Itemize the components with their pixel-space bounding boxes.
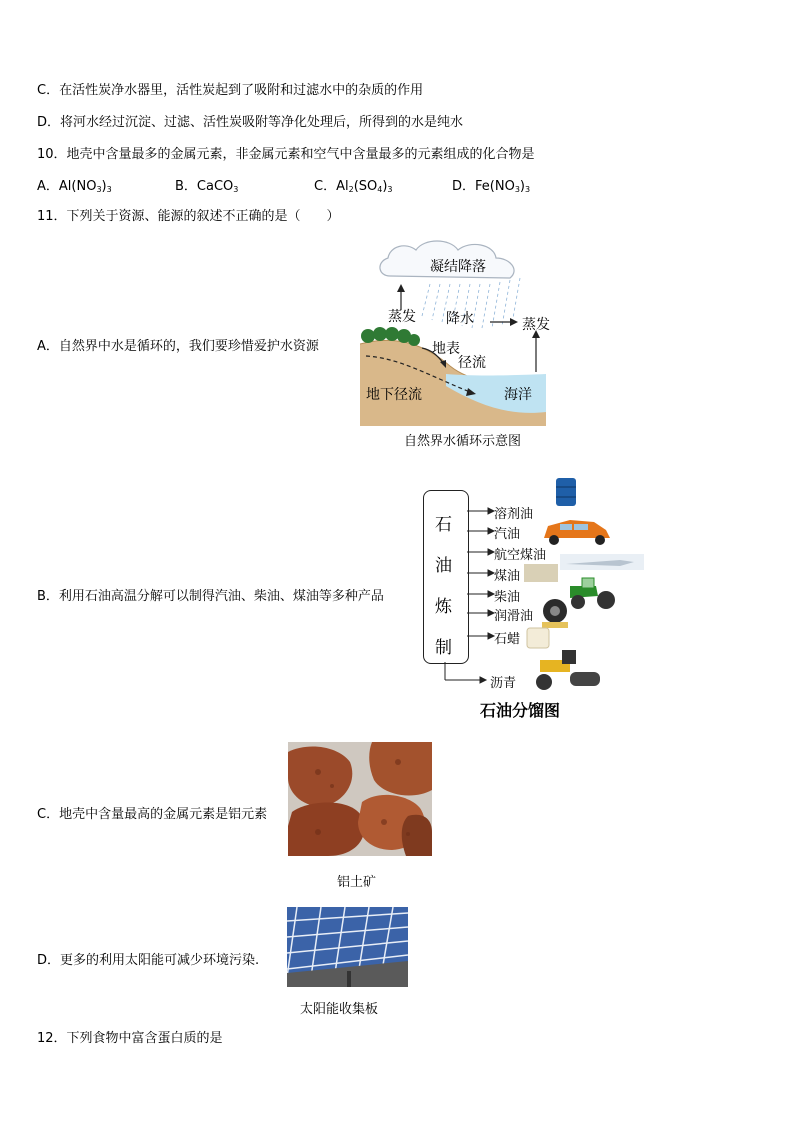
oil-product-lubricant: 润滑油 [494,609,534,624]
oil-product-asphalt: 沥青 [490,676,517,691]
solar-panels [287,907,408,987]
oil-product-gasoline: 汽油 [494,527,521,542]
cloud-label: 凝结降落 [430,259,486,275]
rain-label: 降水 [446,311,474,327]
box-char-1: 石 [435,515,452,535]
q9-option-c: C．在活性炭净水器里，活性炭起到了吸附和过滤水中的杂质的作用 [37,83,424,98]
q10-option-d: D．$Fe(NO_3)_3$ [452,179,531,194]
oil-figure-caption: 石油分馏图 [480,701,561,720]
question-12: 12．下列食物中富含蛋白质的是 [37,1031,223,1046]
underground-runoff-label: 地下径流 [366,387,422,403]
solar-panel-caption: 太阳能收集板 [300,1002,379,1017]
box-char-2: 油 [435,556,452,576]
q10-option-c: C．$Al_2(SO_4)_3$ [314,179,393,194]
bauxite-rocks [288,742,432,856]
q9-option-d: D．将河水经过沉淀、过滤、活性炭吸附等净化处理后，所得到的水是纯水 [37,115,464,130]
q11-option-a: A．自然界中水是循环的，我们要珍惜爱护水资源 [37,339,319,354]
oil-product-paraffin: 石蜡 [494,632,521,647]
q11-option-d: D．更多的利用太阳能可减少环境污染. [37,953,260,968]
question-11: 11．下列关于资源、能源的叙述不正确的是（ ） [37,209,340,224]
surface-runoff-label-1: 地表 [432,341,460,357]
bauxite-caption: 铝土矿 [337,875,377,890]
oil-product-diesel: 柴油 [494,590,521,605]
box-char-3: 炼 [435,597,452,617]
water-cycle-caption: 自然界水循环示意图 [404,434,522,449]
evaporation-right-label: 蒸发 [522,317,550,333]
question-10: 10．地壳中含量最多的金属元素，非金属元素和空气中含量最多的元素组成的化合物是 [37,147,535,162]
ocean-label: 海洋 [504,387,532,403]
q11-option-b: B．利用石油高温分解可以制得汽油、柴油、煤油等多种产品 [37,589,384,604]
evaporation-left-label: 蒸发 [388,309,416,325]
bauxite-photo [288,742,432,856]
oil-product-solvent: 溶剂油 [494,507,534,522]
q10-option-b: B．CaCO$_3$ [175,179,239,194]
oil-refining-figure [420,476,646,722]
solar-panel-photo [287,907,408,987]
oil-product-kerosene: 煤油 [494,569,521,584]
q10-option-a: A．$Al(NO_3)_3$ [37,179,112,194]
oil-product-jet-fuel: 航空煤油 [494,548,547,563]
surface-runoff-label-2: 径流 [458,355,486,371]
box-char-4: 制 [435,638,452,658]
water-cycle-figure [360,236,550,426]
q11-option-c: C．地壳中含量最高的金属元素是铝元素 [37,807,268,822]
